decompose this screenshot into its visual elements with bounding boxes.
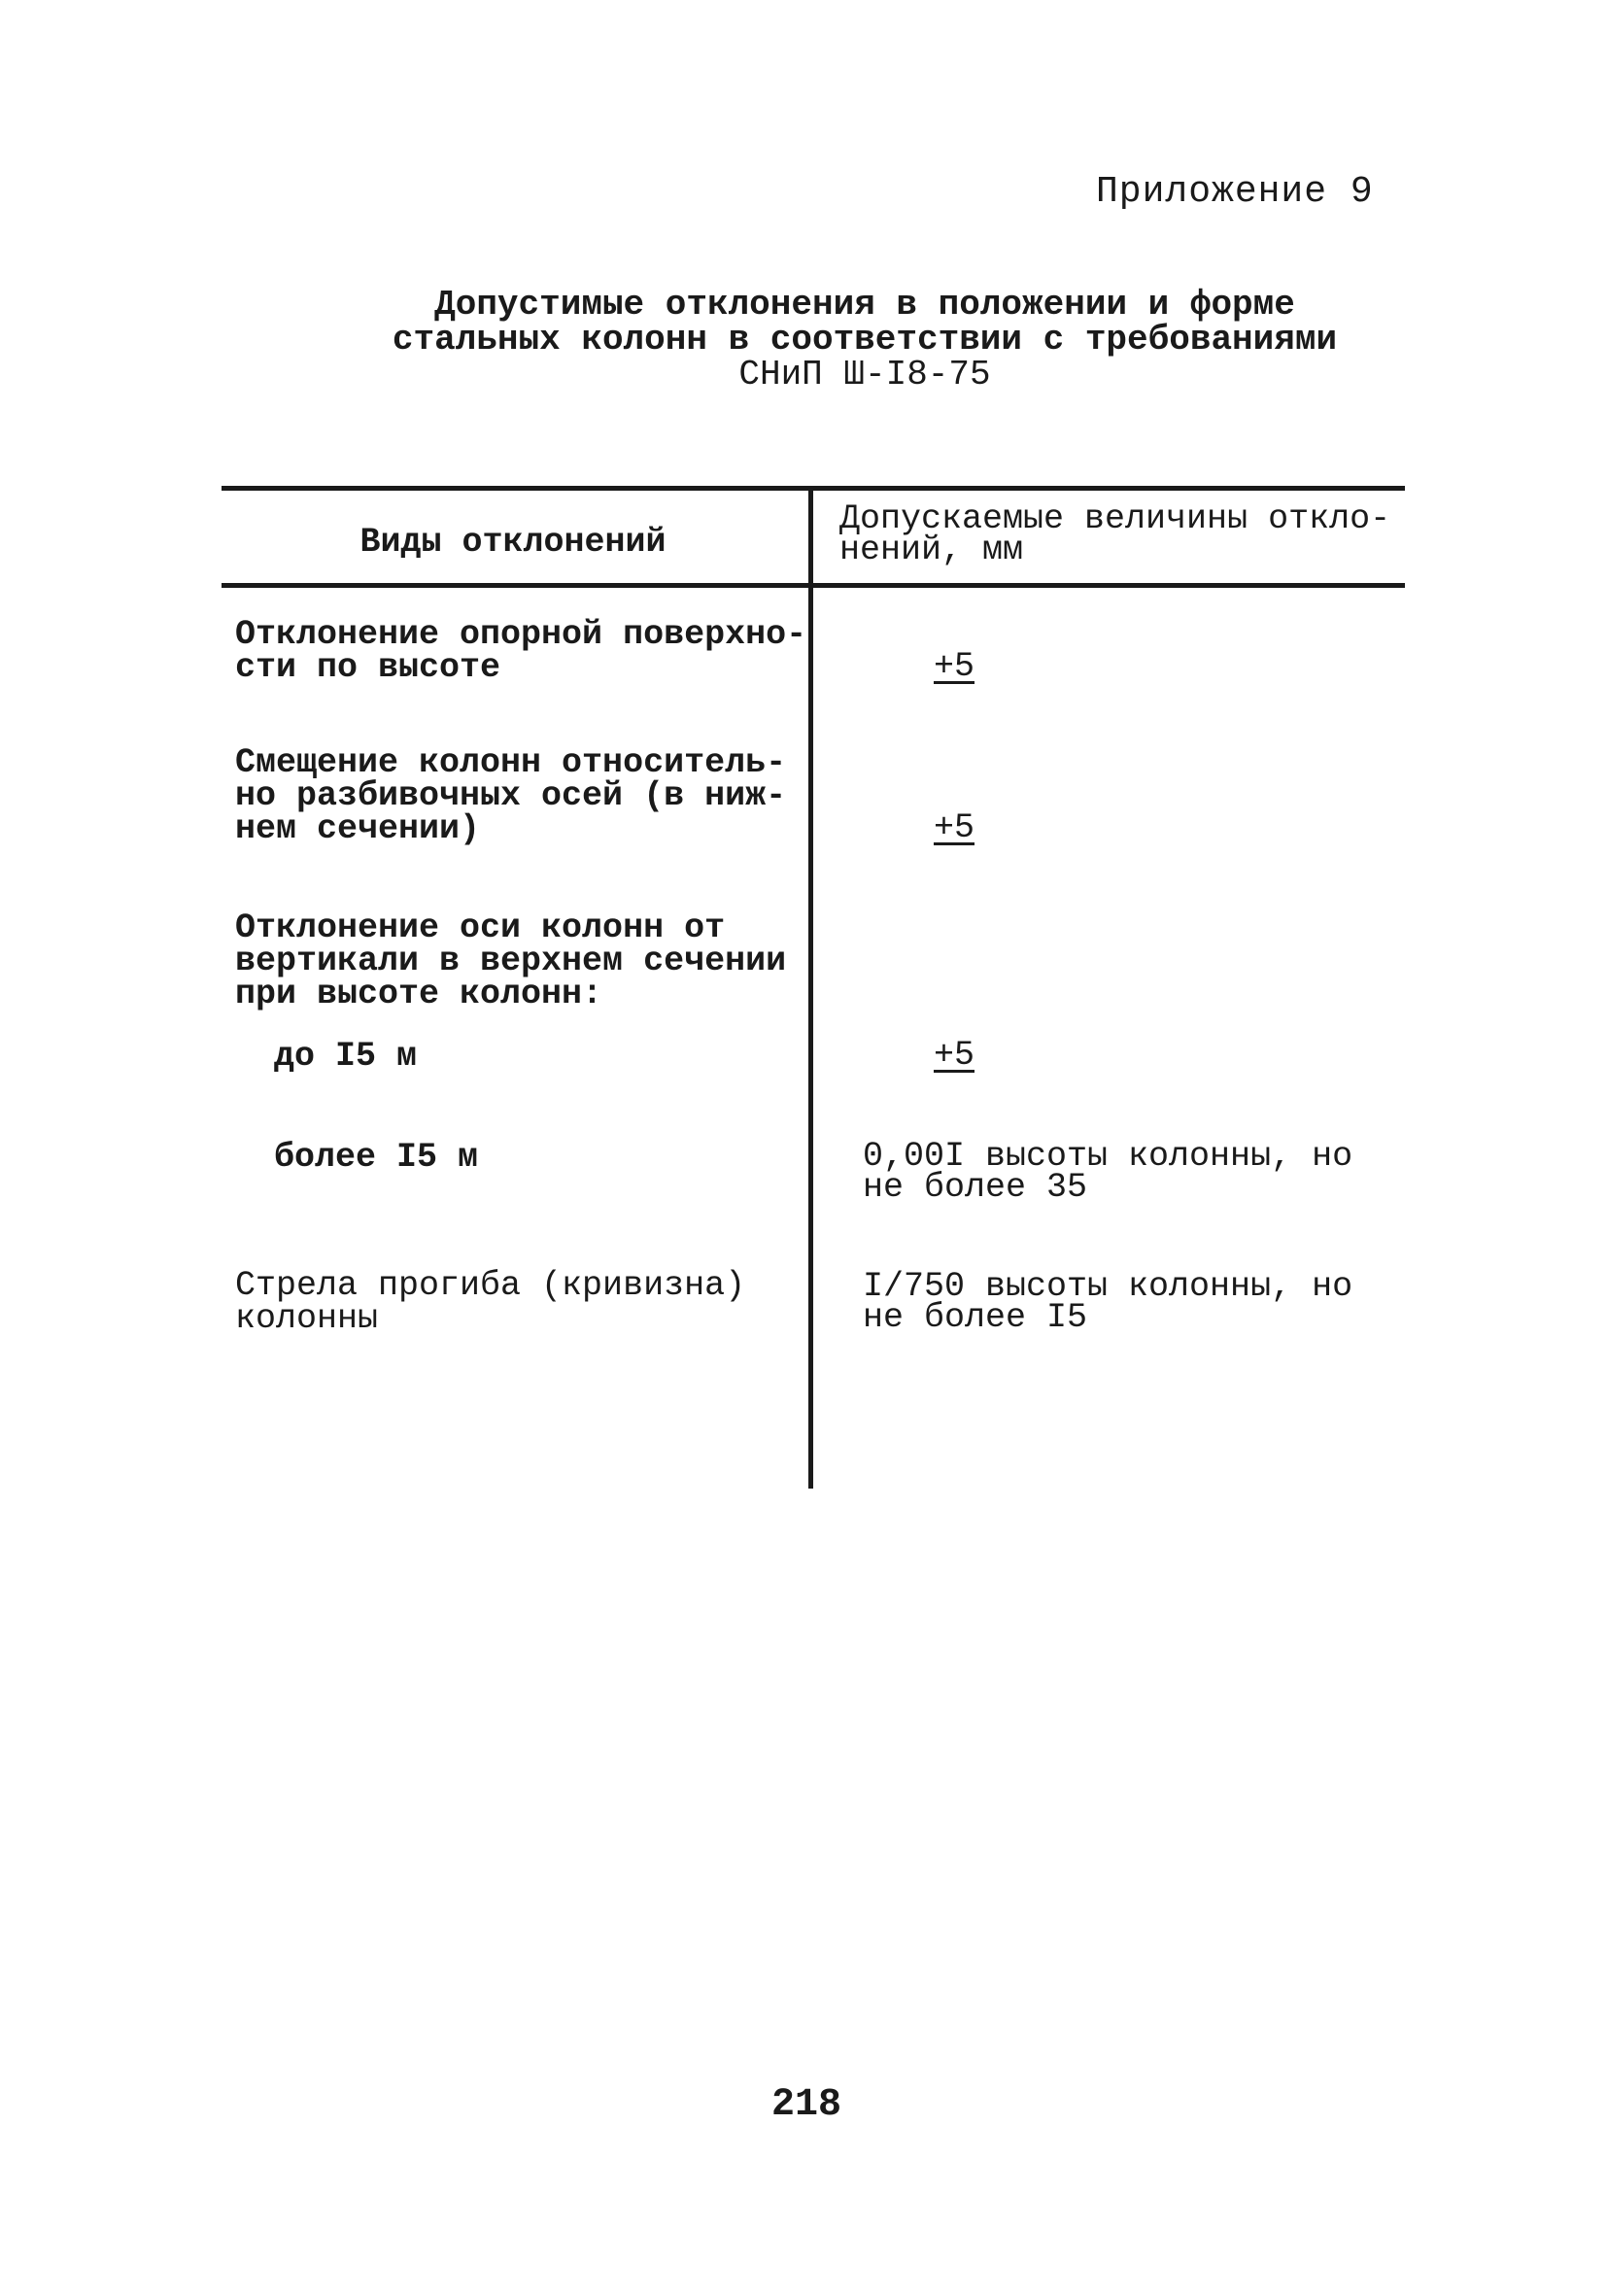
row-4-tolerance-value: +5 <box>933 1036 974 1075</box>
row-2-tolerance-value: +5 <box>933 808 974 847</box>
row-5-deviation: более I5 м <box>274 1138 479 1177</box>
deviations-table <box>222 486 1405 1489</box>
document-title <box>379 285 1351 394</box>
header-deviation-types: Виды отклонений <box>359 523 667 562</box>
table-top-rule <box>222 486 1405 491</box>
page-number: 218 <box>770 2083 841 2127</box>
row-2-deviation: Смещение колонн относитель- но разбивочных осей (в ниж- нем сечении) <box>235 743 787 848</box>
row-5-tolerance: 0,00I высоты колонны, но не более 35 <box>863 1137 1353 1207</box>
title-line-3: СНиП Ш-I8-75 <box>738 355 991 394</box>
row-1-tolerance <box>808 647 1100 686</box>
header-tolerances: Допускаемые величины откло- нений, мм <box>839 499 1391 569</box>
title-line-1: Допустимые отклонения в положении и форме <box>434 285 1295 325</box>
row-1-deviation: Отклонение опорной поверхно- сти по высоте <box>235 615 807 687</box>
table-column-divider <box>808 490 813 1489</box>
row-6-deviation: Стрела прогиба (кривизна) колонны <box>235 1266 746 1338</box>
row-4-tolerance <box>808 1036 1100 1075</box>
row-4-deviation: до I5 м <box>274 1037 418 1076</box>
row-2-tolerance <box>808 808 1100 847</box>
title-line-2: стальных колонн в соответствии с требованиями <box>392 320 1338 360</box>
row-6-tolerance: I/750 высоты колонны, но не более I5 <box>863 1267 1353 1337</box>
row-3-deviation: Отклонение оси колонн от вертикали в верхнем сечении при высоте колонн: <box>235 908 787 1013</box>
row-1-tolerance-value: +5 <box>933 647 974 686</box>
appendix-label: Приложение 9 <box>1096 171 1374 213</box>
table-header-rule <box>222 583 1405 588</box>
